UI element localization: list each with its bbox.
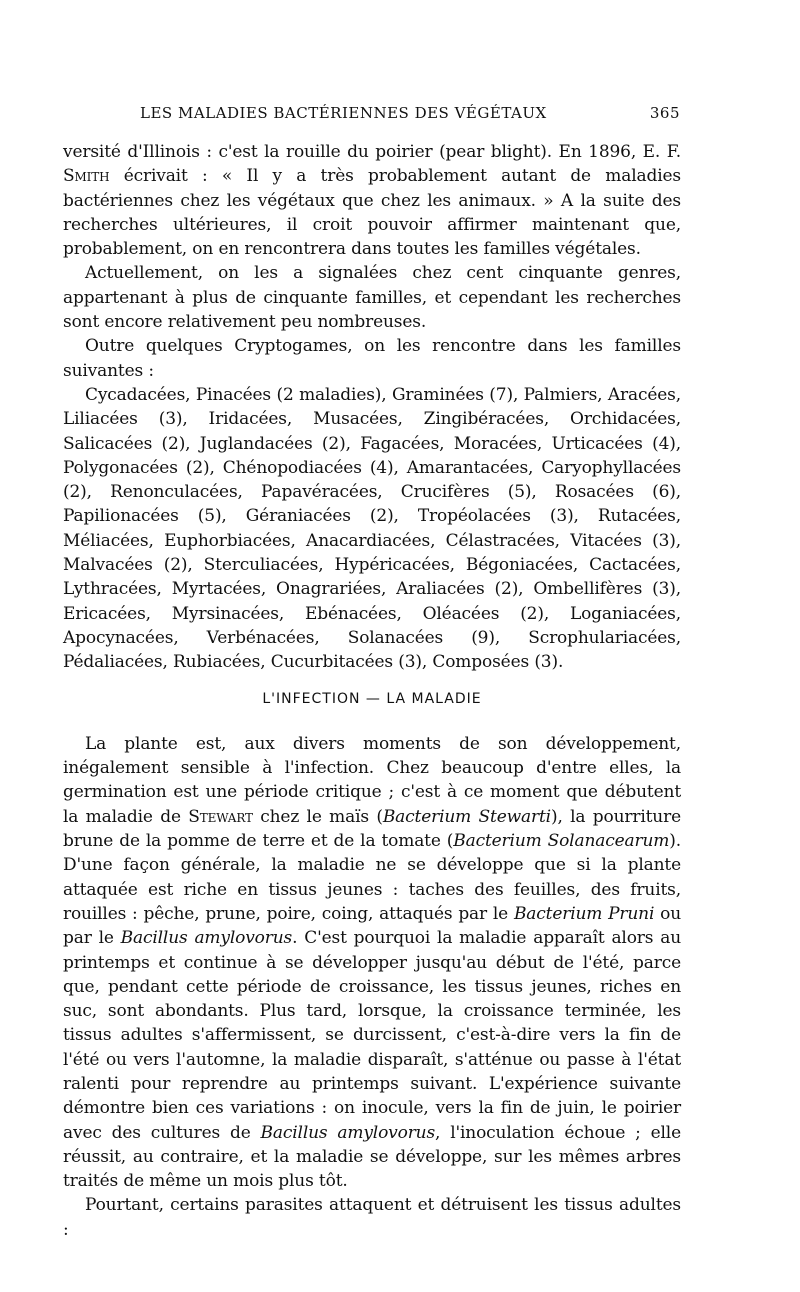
running-head: [140, 104, 680, 126]
paragraph: [63, 732, 681, 1194]
text-run: ). D'une façon générale, la maladie ne se développe que si la plante attaquée est riche en tissus jeunes : taches des feuilles, des fruits, rouilles : pêche, prune, poire, coing, attaqués par le: [63, 831, 681, 924]
text-run: versité d'Illinois : c'est la rouille du poirier (pear blight). En 1896, E. F.: [63, 142, 681, 162]
text-run: écrivait : « Il y a très probablement autant de maladies bactériennes chez les végétaux que chez les animaux. » A la suite des recherches ultérieures, il croit pouvoir affirmer maintenant que, probablement, on en rencontrera dans toutes les familles végétales.: [63, 166, 681, 260]
paragraph: Outre quelques Cryptogames, on les rencontre dans les familles suivantes :: [63, 336, 681, 381]
plant-family-list: Cycadacées, Pinacées (2 maladies), Graminées (7), Palmiers, Aracées, Liliacées (3), Iridacées, Musacées, Zingibéracées, Orchidacées, Salicacées (2), Juglandacées (2), Fagacées, Moracées, Urticacées (4), Polygonacées (2), Chénopodiacées (4), Amarantacées, Caryophyllacées (2), Renonculacées, Papavéracées, Crucifères (5), Rosacées (6), Papilionacées (5), Géraniacées (2), Tropéolacées (3), Rutacées, Méliacées, Euphorbiacées, Anacardiacées, Célastracées, Vitacées (3), Malvacées (2), Sterculiacées, Hypéricacées, Bégoniacées, Cactacées, Lythracées, Myrtacées, Onagrariées, Araliacées (2), Ombellifères (3), Ericacées, Myrsinacées, Ebénacées, Oléacées (2), Loganiacées, Apocynacées, Verbénacées, Solanacées (9), Scrophulariacées, Pédaliacées, Rubiacées, Cucurbitacées (3), Composées (3).: [63, 384, 681, 673]
body-text: [63, 140, 681, 1242]
paragraph: Pourtant, certains parasites attaquent et détruisent les tissus adultes :: [63, 1195, 681, 1240]
author-name: Smith: [63, 166, 110, 187]
running-title: LES MALADIES BACTÉRIENNES DES VÉGÉTAUX: [140, 104, 547, 122]
author-name: Stewart: [188, 806, 253, 827]
text-run: chez le maïs (: [252, 806, 383, 827]
text-run: ), la pourriture brune de la pomme de terre et de la tomate (: [63, 806, 681, 852]
text-run: ou par le: [63, 903, 682, 949]
section-heading: L'INFECTION — LA MALADIE: [262, 690, 482, 707]
paragraph: Actuellement, on les a signalées chez cent cinquante genres, appartenant à plus de cinquante familles, et cependant les recherches sont encore relativement peu nombreuses.: [63, 263, 681, 333]
species-name: Bacillus amylovorus: [120, 928, 293, 949]
text-run: La plante est, aux divers moments de son développement, inégalement sensible à l'infection. Chez beaucoup d'entre elles, la germination est une période critique ; c'est à ce moment que débutent la maladie de: [63, 733, 681, 827]
text-run: . C'est pourquoi la maladie apparaît alors au printemps et continue à se développer jusqu'au début de l'été, parce que, pendant cette période de croissance, les tissus jeunes, riches en suc, sont abondants. Plus tard, lorsque, la croissance terminée, les tissus adultes s'affermissent, se durcissent, c'est-à-dire vers la fin de l'été ou vers l'automne, la maladie disparaît, s'atténue ou passe à l'état ralenti pour reprendre au printemps suivant. L'expérience suivante démontre bien ces variations : on inocule, vers la fin de juin, le poirier avec des cultures de: [63, 928, 682, 1143]
species-name: Bacterium Solanacearum: [453, 831, 670, 852]
text-run: , l'inoculation échoue ; elle réussit, au contraire, et la maladie se développe, sur les mêmes arbres traités de même un mois plus tôt.: [63, 1122, 681, 1192]
paragraph-continuation: [63, 140, 681, 261]
species-name: Bacterium Pruni: [513, 903, 655, 924]
page-number: 365: [649, 104, 680, 122]
species-name: Bacillus amylovorus: [260, 1122, 436, 1143]
species-name: Bacterium Stewarti: [382, 806, 551, 827]
